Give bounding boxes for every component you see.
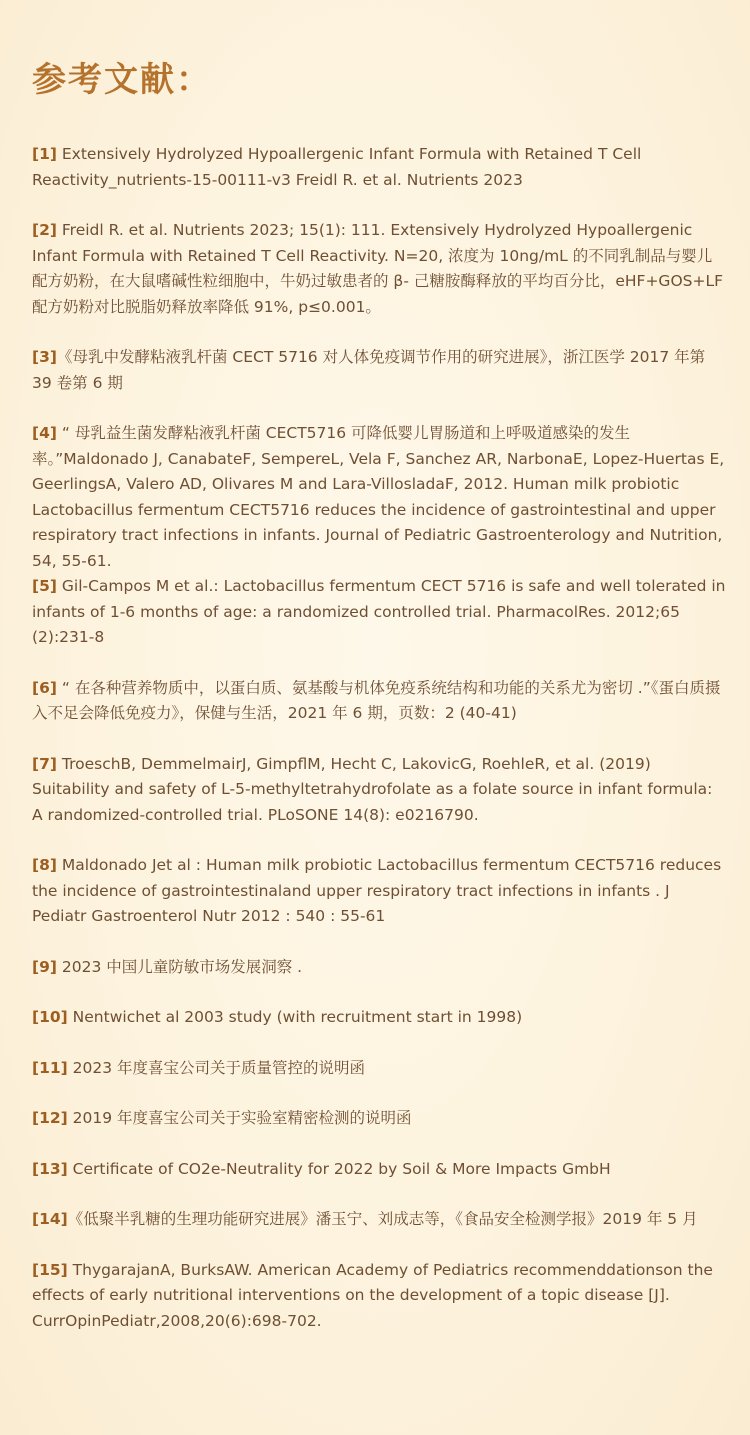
reference-text: Maldonado Jet al : Human milk probiotic Lactobacillus fermentum CECT5716 reduces the incidence of gastrointestinaland upper respiratory tract infections in infants . J Pediatr Gastroenterol Nutr 2012 : 540 : 55-61 <box>32 856 722 925</box>
reference-item-1 <box>32 142 726 193</box>
reference-text: Gil-Campos M et al.: Lactobacillus fermentum CECT 5716 is safe and well tolerated in infants of 1-6 months of age: a randomized controlled trial. PharmacolRes. 2012;65 (2):231-8 <box>32 577 726 646</box>
reference-text: Extensively Hydrolyzed Hypoallergenic Infant Formula with Retained T Cell Reactivity_nutrients-15-00111-v3 Freidl R. et al. Nutrients 2023 <box>32 145 642 189</box>
reference-text: 2019 年度喜宝公司关于实验室精密检测的说明函 <box>67 1109 412 1127</box>
reference-number: [1] <box>32 145 57 163</box>
reference-item-14 <box>32 1207 726 1233</box>
reference-number: [4] <box>32 424 57 442</box>
reference-item-4 <box>32 421 726 574</box>
reference-text: Freidl R. et al. Nutrients 2023; 15(1): 111. Extensively Hydrolyzed Hypoallergenic Infant Formula with Retained T Cell Reactivity. N=20, 浓度为 10ng/mL 的不同乳制品与婴儿配方奶粉，在大鼠嗜碱性粒细胞中，牛奶过敏患者的 β- 己糖胺酶释放的平均百分比，eHF+GOS+LF 配方奶粉对比脱脂奶释放率降低 91%, p≤0.001。 <box>32 221 724 316</box>
reference-number: [3] <box>32 348 57 366</box>
reference-number: [8] <box>32 856 57 874</box>
reference-number: [12] <box>32 1109 68 1127</box>
reference-text: “ 在各种营养物质中，以蛋白质、氨基酸与机体免疫系统结构和功能的关系尤为密切 .”《蛋白质摄入不足会降低免疫力》，保健与生活，2021 年 6 期，页数：2 (40-41) <box>32 678 721 722</box>
reference-item-15 <box>32 1258 726 1335</box>
reference-number: [13] <box>32 1159 68 1178</box>
reference-item-5 <box>32 574 726 651</box>
reference-number: [9] <box>32 957 57 976</box>
reference-item-10 <box>32 1005 726 1031</box>
reference-text: Certificate of CO2e-Neutrality for 2022 by Soil & More Impacts GmbH <box>67 1159 611 1178</box>
reference-text: “ 母乳益生菌发酵粘液乳杆菌 CECT5716 可降低婴儿胃肠道和上呼吸道感染的发生率。”Maldonado J, CanabateF, SempereL, Vela F, Sanchez AR, NarbonaE, Lopez-Huertas E, GeerlingsA, Valero AD, Olivares M and Lara-VillosladaF, 2012. Human milk probiotic Lactobacillus fermentum CECT5716 reduces the incidence of gastrointestinal and upper respiratory tract infections in infants. Journal of Pediatric Gastroenterology and Nutrition, 54, 55-61. <box>32 424 725 570</box>
reference-number: [6] <box>32 678 57 697</box>
reference-item-2 <box>32 218 726 320</box>
reference-number: [5] <box>32 577 57 595</box>
reference-text: ThygarajanA, BurksAW. American Academy of Pediatrics recommenddationson the effects of early nutritional interventions on the development of a topic disease [J]. CurrOpinPediatr,2008,20(6):698-702. <box>32 1260 713 1330</box>
reference-item-9 <box>32 955 726 981</box>
reference-list <box>32 142 726 1334</box>
reference-number: [11] <box>32 1058 68 1077</box>
reference-number: [10] <box>32 1008 68 1026</box>
reference-item-11 <box>32 1056 726 1082</box>
reference-item-7 <box>32 752 726 829</box>
reference-number: [2] <box>32 221 57 239</box>
reference-text: 《低聚半乳糖的生理功能研究进展》潘玉宁、刘成志等，《食品安全检测学报》2019 年 5 月 <box>67 1210 698 1228</box>
reference-number: [7] <box>32 754 57 773</box>
reference-item-8 <box>32 853 726 930</box>
reference-item-3 <box>32 345 726 396</box>
reference-item-12 <box>32 1106 726 1132</box>
reference-item-6 <box>32 676 726 727</box>
reference-number: [15] <box>32 1260 68 1279</box>
reference-number: [14] <box>32 1210 68 1228</box>
reference-text: 2023 年度喜宝公司关于质量管控的说明函 <box>67 1058 366 1077</box>
reference-text: 2023 中国儿童防敏市场发展洞察 . <box>56 957 303 976</box>
reference-text: TroeschB, DemmelmairJ, GimpflM, Hecht C, LakovicG, RoehleR, et al. (2019) Suitability and safety of L-5-methyltetrahydrofolate as a folate source in infant formula: A randomized-controlled trial. PLoSONE 14(8): e0216790. <box>32 754 713 824</box>
page-title: 参考文献： <box>32 60 212 100</box>
reference-item-13 <box>32 1157 726 1183</box>
reference-text: 《母乳中发酵粘液乳杆菌 CECT 5716 对人体免疫调节作用的研究进展》，浙江医学 2017 年第 39 卷第 6 期 <box>32 348 706 392</box>
reference-text: Nentwichet al 2003 study (with recruitment start in 1998) <box>67 1008 523 1026</box>
